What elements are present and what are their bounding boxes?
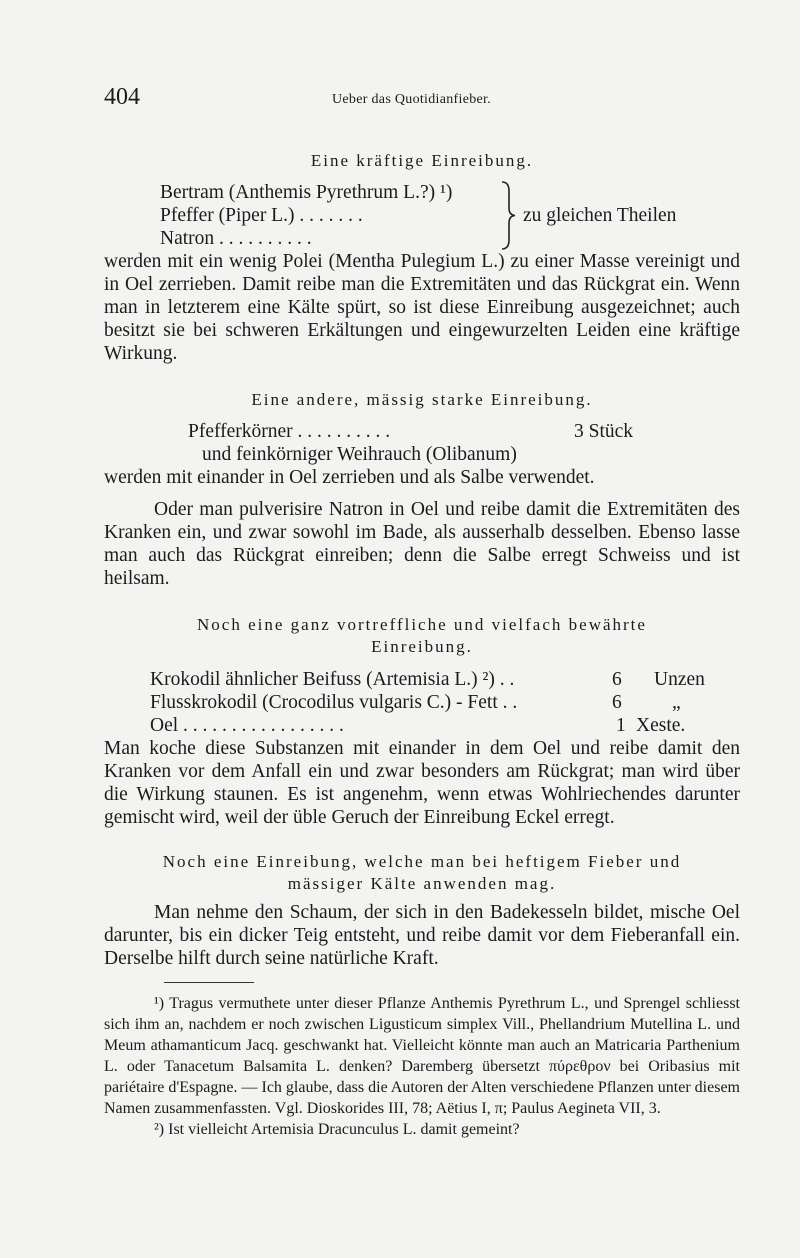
recipe-item: Pfeffer (Piper L.) . . . . . . . bbox=[160, 205, 363, 226]
section-heading: Einreibung. bbox=[371, 637, 473, 656]
recipe-qty: 6 bbox=[612, 692, 622, 713]
recipe-amount: 3 Stück bbox=[574, 421, 634, 442]
section-heading: Eine andere, mässig starke Einreibung. bbox=[251, 390, 593, 409]
recipe-item: Natron . . . . . . . . . . bbox=[160, 228, 312, 249]
page-header bbox=[104, 84, 740, 114]
recipe-block bbox=[104, 420, 740, 466]
recipe-item: und feinkörniger Weihrauch (Olibanum) bbox=[202, 444, 517, 465]
footnote: ¹) Tragus vermuthete unter dieser Pflanze Anthemis Pyrethrum L., und Sprengel schliesst sich ihm an, nachdem er noch zwischen Ligusticum simplex Vill., Phellandrium Mutellina L. und Meum athamanticum Jacq. geschwankt hat. Vielleicht könnte man auch an Matricaria Parthenium L. oder Tanacetum Balsamita L. denken? Daremberg übersetzt πύρεθρον bei Oribasius mit pariétaire d'Espagne. — Ich glaube, dass die Autoren der Alten verschiedene Pflanzen unter diesem Namen zusammenfassten. Vgl. Dioskorides III, 78; Aëtius I, π; Paulus Aegineta VII, 3. bbox=[104, 995, 740, 1117]
paragraph: Man koche diese Substanzen mit einander in dem Oel und reibe damit den Kranken vor dem Anfall ein und zwar besonders am Rückgrat; man wird über die Wirkung staunen. Es ist angenehm, wenn etwas Wohlriechendes darunter gemischt wird, weil der üble Geruch der Einreibung Eckel erregt. bbox=[104, 738, 740, 828]
brace-note: zu gleichen Theilen bbox=[523, 205, 677, 226]
section-heading: Eine kräftige Einreibung. bbox=[310, 151, 534, 170]
recipe-qty: 6 bbox=[612, 669, 622, 690]
section-heading: mässiger Kälte anwenden mag. bbox=[287, 874, 557, 893]
page-number: 404 bbox=[104, 84, 140, 110]
section-heading: Noch eine ganz vortreffliche und vielfach bewährte bbox=[197, 615, 647, 634]
curly-brace-icon bbox=[500, 181, 516, 250]
footnote: ²) Ist vielleicht Artemisia Dracunculus L. damit gemeint? bbox=[154, 1121, 520, 1138]
recipe-item: Oel . . . . . . . . . . . . . . . . . bbox=[150, 715, 344, 736]
running-title: Ueber das Quotidianfieber. bbox=[332, 92, 492, 107]
recipe-unit: „ bbox=[672, 692, 681, 713]
paragraph: Man nehme den Schaum, der sich in den Badekesseln bildet, mische Oel darunter, bis ein dicker Teig entsteht, und reibe damit vor dem Fieberanfall ein. Derselbe hilft durch seine natürliche Kraft. bbox=[104, 902, 740, 969]
paragraph: werden mit ein wenig Polei (Mentha Pulegium L.) zu einer Masse vereinigt und in Oel zerrieben. Damit reibe man die Extremitäten und das Rückgrat ein. Wenn man in letzterem eine Kälte spürt, so ist diese Einreibung ausgezeichnet; auch besitzt sie bei schweren Erkältungen und eingewurzelten Leiden eine kräftige Wirkung. bbox=[104, 251, 740, 364]
recipe-block bbox=[104, 181, 740, 250]
paragraph: Oder man pulverisire Natron in Oel und reibe damit die Extremitäten des Kranken ein, und zwar sowohl im Bade, als ausserhalb desselben. Ebenso lasse man auch das Rückgrat einreiben; denn die Salbe erregt Schweiss und ist heilsam. bbox=[104, 499, 740, 589]
recipe-unit: Unzen bbox=[654, 669, 705, 690]
recipe-item: Krokodil ähnlicher Beifuss (Artemisia L.) ²) . . bbox=[150, 669, 515, 690]
section-heading: Noch eine Einreibung, welche man bei heftigem Fieber und bbox=[162, 852, 682, 871]
page-content bbox=[104, 150, 740, 1140]
recipe-item: Bertram (Anthemis Pyrethrum L.?) ¹) bbox=[160, 182, 453, 203]
recipe-item: Flusskrokodil (Crocodilus vulgaris C.) - Fett . . bbox=[150, 692, 518, 713]
footnote-rule bbox=[164, 982, 254, 983]
recipe-item: Pfefferkörner . . . . . . . . . . bbox=[188, 421, 391, 442]
recipe-qty: 1 bbox=[616, 715, 626, 736]
recipe-unit: Xeste. bbox=[636, 715, 686, 736]
recipe-block bbox=[104, 668, 740, 737]
paragraph: werden mit einander in Oel zerrieben und als Salbe verwendet. bbox=[104, 467, 595, 488]
